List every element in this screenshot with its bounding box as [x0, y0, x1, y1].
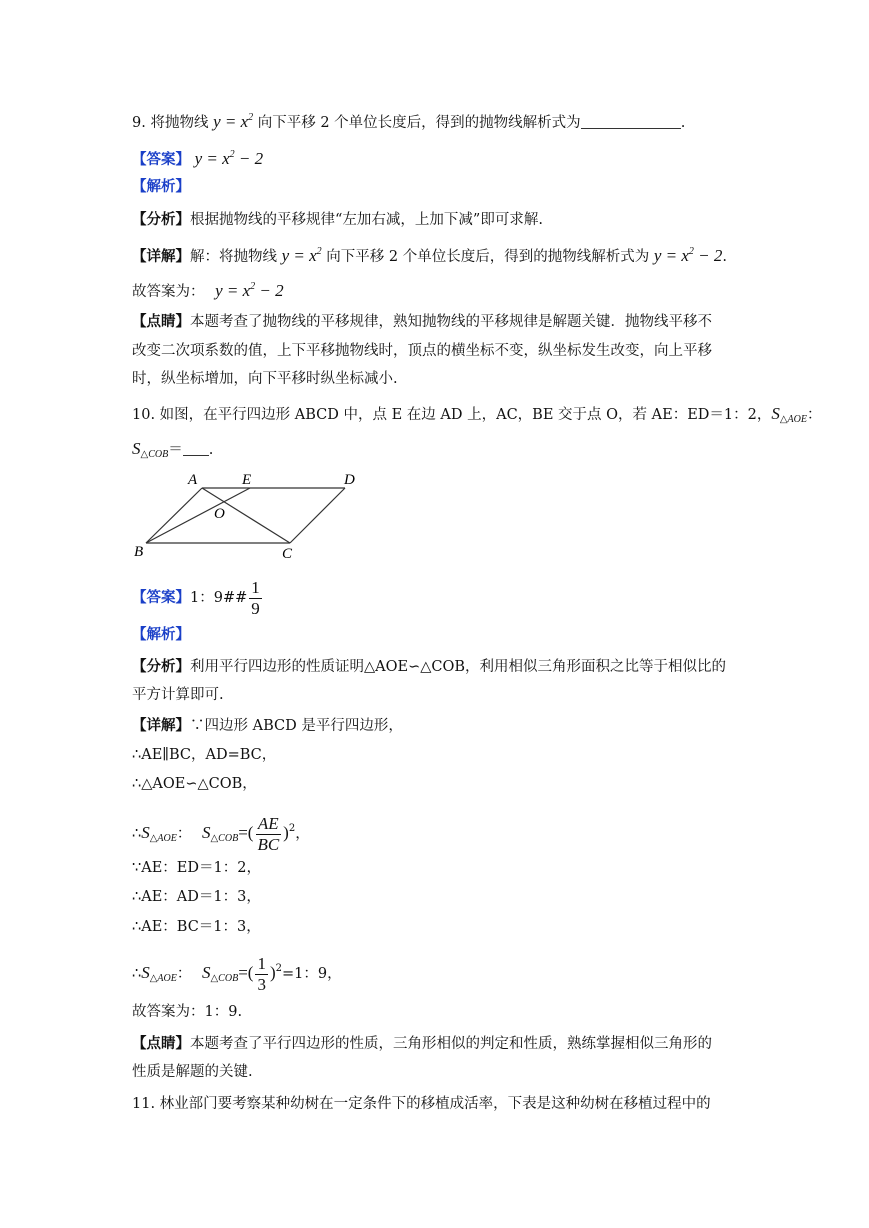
q10-fenxi-2: 平方计算即可.	[132, 687, 224, 703]
label-a: A	[188, 472, 198, 488]
q10-comment-2: 性质是解题的关键.	[132, 1064, 253, 1080]
edge-ab	[146, 488, 202, 543]
q10-detail-7: ∴AE：BC＝1：3，	[132, 919, 261, 935]
q9-comment-3: 时，纵坐标增加，向下平移时纵坐标减小.	[132, 371, 398, 387]
q9-detail: 【详解】解：将抛物线 $y = x^2$ 向下平移 2 个单位长度后，得到的抛物线解析式为 $y = x^2 - 2$.	[132, 246, 727, 265]
answer-expr: $y = x^2 - 2$	[194, 149, 264, 168]
q10-detail-2: ∴AE∥BC，AD=BC，	[132, 747, 277, 763]
answer-blank	[581, 114, 681, 129]
q10-final: 故答案为：1：9.	[132, 1004, 243, 1020]
q9-question: 9. 将抛物线 $y = x^2$ 向下平移 2 个单位长度后，得到的抛物线解析式为 .	[132, 112, 686, 131]
q9-final: 故答案为： $y = x^2 - 2$	[132, 281, 284, 300]
q9-analysis: 【解析】	[132, 178, 190, 195]
q10-comment-1: 【点睛】本题考查了平行四边形的性质，三角形相似的判定和性质，熟练掌握相似三角形的	[132, 1035, 712, 1052]
label-o: O	[214, 506, 225, 522]
q10-detail-6: ∴AE：AD＝1：3，	[132, 889, 261, 905]
q10-detail-5: ∵AE：ED＝1：2，	[132, 860, 261, 876]
label-d: D	[344, 472, 355, 488]
q10-question-1: 10. 如图，在平行四边形 ABCD 中，点 E 在边 AD 上，AC，BE 交于点 O，若 AE：ED＝1：2，$S_{\triangle AOE}$：	[132, 404, 822, 425]
q10-detail-3: ∴△AOE∽△COB，	[132, 776, 257, 792]
q10-answer: 【答案】1：9## $\frac{1}{9}$	[132, 577, 260, 618]
label-c: C	[282, 546, 293, 562]
label-e: E	[242, 472, 252, 488]
answer-fraction: $\frac{1}{9}$	[251, 577, 260, 618]
q10-question-2: $S_{\triangle COB}=$ .	[132, 439, 214, 460]
q9-answer: 【答案】 $y = x^2 - 2$	[132, 149, 264, 168]
math-expr: $y = x^2$	[213, 112, 254, 131]
one-third-fraction: $\frac{1}{3}$	[257, 953, 266, 994]
q9-fenxi: 【分析】根据抛物线的平移规律“左加右减，上加下减”即可求解.	[132, 211, 543, 228]
q11-question-1: 11. 林业部门要考察某种幼树在一定条件下的移植成活率，下表是这种幼树在移植过程中的	[132, 1096, 711, 1112]
label-b: B	[134, 544, 144, 560]
q10-fenxi-1: 【分析】利用平行四边形的性质证明△AOE∽△COB，利用相似三角形面积之比等于相似比的	[132, 658, 727, 675]
q10-detail-1: 【详解】∵四边形 ABCD 是平行四边形，	[132, 717, 403, 734]
edge-cd	[290, 488, 345, 543]
ratio-fraction: $\frac{AE}{BC}$	[257, 813, 280, 854]
q10-analysis: 【解析】	[132, 626, 190, 643]
q10-detail-8: $\therefore S_{\triangle AOE}$： $S_{\triangle COB}=$( $\frac{1}{3}$ )$^2$=1：9，	[132, 953, 342, 994]
parallelogram-figure	[130, 466, 370, 566]
q9-comment-1: 【点睛】本题考查了抛物线的平移规律，熟知抛物线的平移规律是解题关键．抛物线平移不	[132, 313, 712, 330]
q10-detail-4: $\therefore S_{\triangle AOE}$： $S_{\triangle COB}=$( $\frac{AE}{BC}$ )$^2$，	[132, 813, 310, 854]
segment-be	[146, 488, 250, 543]
q9-comment-2: 改变二次项系数的值，上下平移抛物线时，顶点的横坐标不变，纵坐标发生改变，向上平移	[132, 343, 712, 359]
